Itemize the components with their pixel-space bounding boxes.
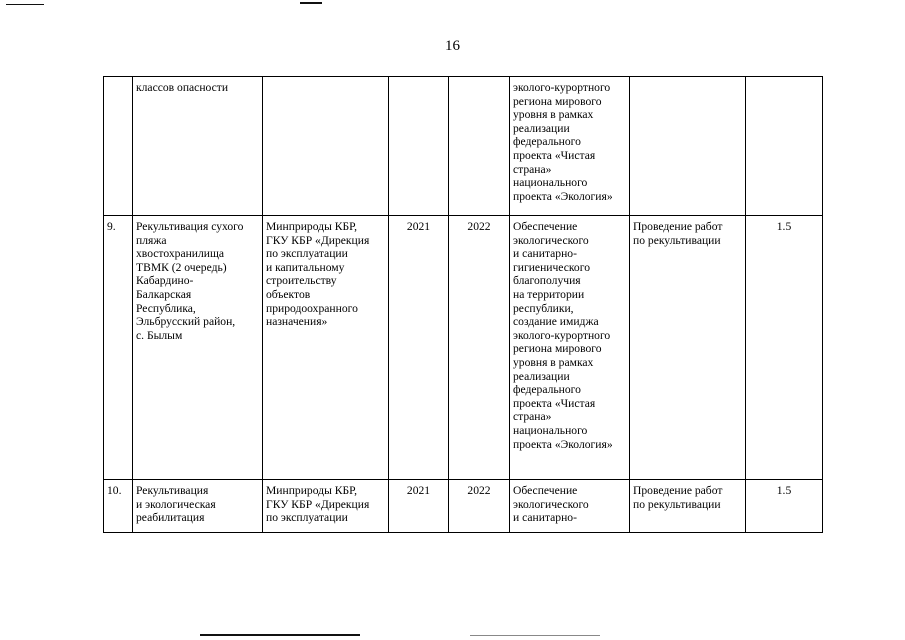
document-table [103, 76, 823, 533]
row-number-cell [104, 77, 133, 216]
object-name-cell: классов опасности [133, 77, 263, 216]
start-year-cell: 2021 [389, 480, 449, 533]
indicator-cell: 1.5 [746, 480, 823, 533]
scan-mark-top-left [6, 4, 44, 5]
row-number-cell: 9. [104, 216, 133, 480]
end-year-cell [449, 77, 510, 216]
result-cell [630, 77, 746, 216]
executor-cell [263, 77, 389, 216]
result-cell: Проведение работ по рекультивации [630, 480, 746, 533]
table-row [104, 77, 823, 216]
table-row [104, 480, 823, 533]
scan-mark-bottom-right [470, 635, 600, 636]
object-name-cell: Рекультивация и экологическая реабилитация [133, 480, 263, 533]
indicator-cell: 1.5 [746, 216, 823, 480]
start-year-cell: 2021 [389, 216, 449, 480]
goal-cell: Обеспечение экологического и санитарно- [510, 480, 630, 533]
result-cell: Проведение работ по рекультивации [630, 216, 746, 480]
page-number: 16 [445, 38, 460, 54]
start-year-cell [389, 77, 449, 216]
object-name-cell: Рекультивация сухого пляжа хвостохранилища ТВМК (2 очередь) Кабардино- Балкарская Республика, Эльбрусский район, с. Былым [133, 216, 263, 480]
goal-cell: Обеспечение экологического и санитарно- гигиенического благополучия на территории республики, создание имиджа эколого-курортного региона мирового уровня в рамках реализации федерального проекта «Чистая страна» национального проекта «Экология» [510, 216, 630, 480]
scan-mark-top-mid [300, 2, 322, 4]
indicator-cell [746, 77, 823, 216]
end-year-cell: 2022 [449, 216, 510, 480]
goal-cell: эколого-курортного региона мирового уровня в рамках реализации федерального проекта «Чистая страна» национального проекта «Экология» [510, 77, 630, 216]
scan-mark-bottom-mid [200, 634, 360, 636]
executor-cell: Минприроды КБР, ГКУ КБР «Дирекция по эксплуатации и капитальному строительству объектов природоохранного назначения» [263, 216, 389, 480]
end-year-cell: 2022 [449, 480, 510, 533]
row-number-cell: 10. [104, 480, 133, 533]
executor-cell: Минприроды КБР, ГКУ КБР «Дирекция по эксплуатации [263, 480, 389, 533]
table-row [104, 216, 823, 480]
